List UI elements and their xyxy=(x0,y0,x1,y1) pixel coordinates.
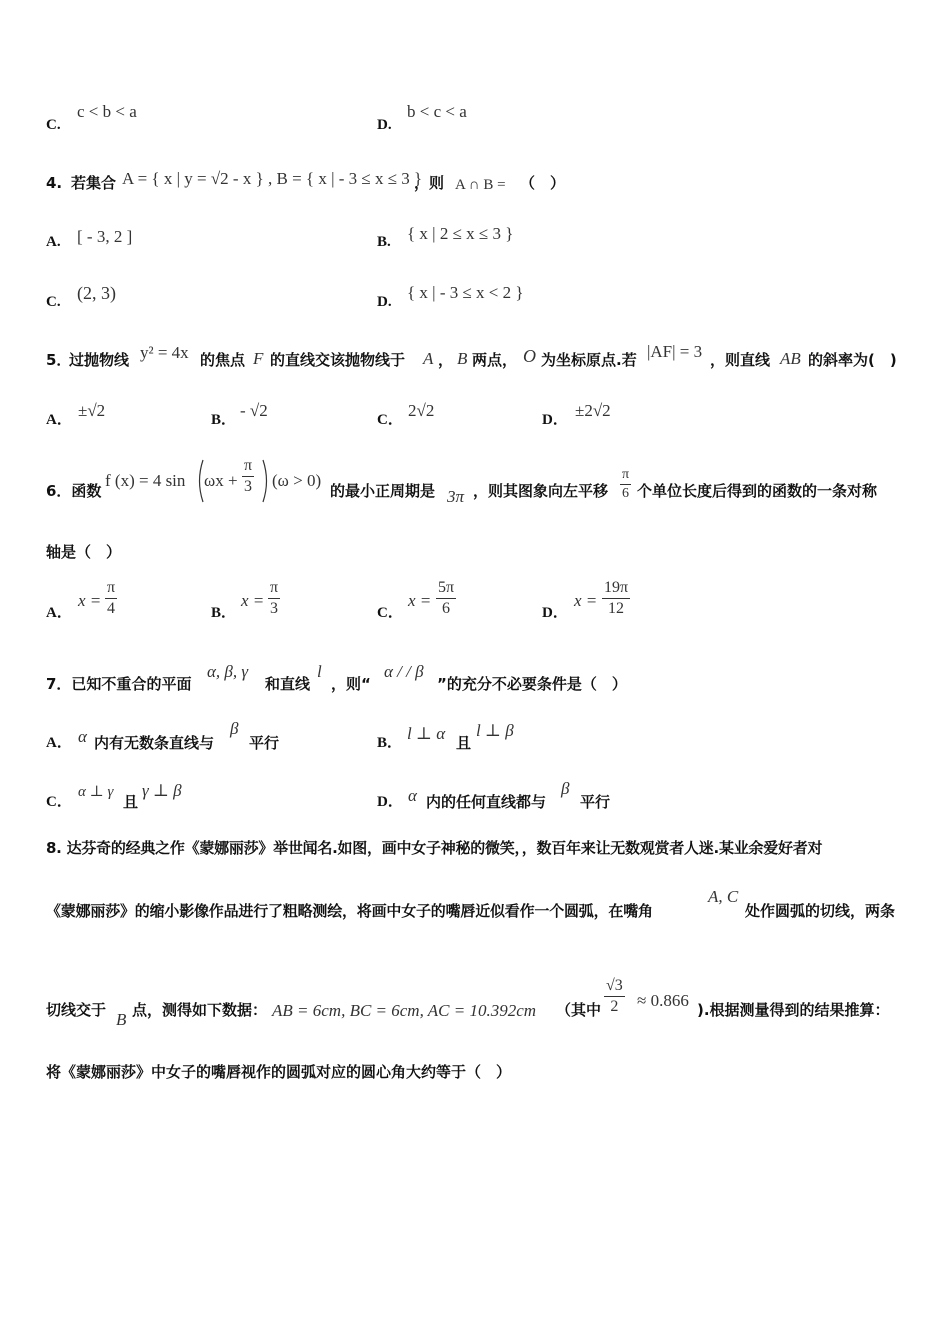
q8-line-4: 将《蒙娜丽莎》中女子的嘴唇视作的圆弧对应的圆心角大约等于（ ） xyxy=(46,1063,512,1081)
q6-period: 3π xyxy=(447,487,465,506)
q7-option-d-alpha: α xyxy=(408,786,417,805)
q7-option-b-label: B． xyxy=(377,735,403,751)
q6-text-1: 的最小正周期是 xyxy=(330,482,436,500)
q6-option-b-label: B． xyxy=(211,605,237,621)
q6-option-c-x: x = xyxy=(408,591,432,610)
q5-text-4: ， xyxy=(438,351,454,369)
q7-option-b-math-1: l ⊥ α xyxy=(407,724,446,743)
q4-option-c-math: (2, 3) xyxy=(77,283,116,303)
q7-planes: α, β, γ xyxy=(207,662,249,681)
q4-option-a-label: A. xyxy=(46,234,61,250)
q8-point-b: B xyxy=(116,1010,127,1029)
q7-option-d-text-1: 内的任何直线都与 xyxy=(426,793,547,811)
q5-option-a-math: ±√2 xyxy=(78,401,106,420)
q4-option-b-label: B. xyxy=(377,234,391,250)
q4-paren: （ ） xyxy=(520,174,566,192)
q5-parabola: y² = 4x xyxy=(140,343,189,362)
q5-text-3: 的直线交该抛物线于 xyxy=(270,351,406,369)
q4-option-b-math: { x | 2 ≤ x ≤ 3 } xyxy=(407,224,514,243)
q7-option-b-and: 且 xyxy=(456,734,472,752)
q6-option-c-label: C． xyxy=(377,605,403,621)
q7-option-d-text-2: 平行 xyxy=(580,793,611,811)
q6-function: f (x) = 4 sin xyxy=(105,471,186,490)
q5-option-c-label: C． xyxy=(377,412,403,428)
q6-condition: (ω > 0) xyxy=(272,471,322,490)
q4-option-c-label: C. xyxy=(46,294,61,310)
q4-option-d-label: D. xyxy=(377,294,392,310)
q3-option-c-math: c < b < a xyxy=(77,102,137,121)
q5-point-a: A xyxy=(423,349,434,368)
q6-three: 3 xyxy=(244,478,253,495)
q8-sqrt3: √3 xyxy=(604,978,625,997)
q6-line-2: 轴是（ ） xyxy=(46,543,122,561)
q5-option-c-math: 2√2 xyxy=(408,401,435,420)
q6-shift-fraction xyxy=(620,468,631,501)
q5-option-d-math: ±2√2 xyxy=(575,401,611,420)
q7-option-b-math-2: l ⊥ β xyxy=(476,721,514,740)
q6-option-d-den: 12 xyxy=(608,600,625,617)
q6-pi-over-3 xyxy=(242,458,254,495)
q4-option-a-math: [ - 3, 2 ] xyxy=(77,227,133,246)
q6-option-b-x: x = xyxy=(241,591,265,610)
q6-option-c-den: 6 xyxy=(442,600,451,617)
q6-option-b-fraction xyxy=(268,580,280,617)
q8-points-ac: A, C xyxy=(708,887,739,906)
q6-option-b-num: π xyxy=(268,580,280,599)
q7-option-c-math-2: γ ⊥ β xyxy=(142,781,182,800)
q7-option-c-math-1: α ⊥ γ xyxy=(78,784,114,800)
q7-option-c-and: 且 xyxy=(123,793,139,811)
q5-point-b: B xyxy=(457,349,468,368)
q3-option-d-math: b < c < a xyxy=(407,102,467,121)
q4-set-b: , B = { x | - 3 ≤ x ≤ 3 } xyxy=(268,169,423,188)
q8-line-2a: 《蒙娜丽莎》的缩小影像作品进行了粗略测绘，将画中女子的嘴唇近似看作一个圆弧，在嘴角 xyxy=(46,902,653,920)
q7-option-a-beta: β xyxy=(230,719,239,738)
q4-number: 4. xyxy=(46,174,63,192)
q6-option-a-label: A． xyxy=(46,605,72,621)
q6-option-d-fraction xyxy=(602,580,630,617)
q5-option-a-label: A． xyxy=(46,412,72,428)
q5-text-5: 两点， xyxy=(472,351,518,369)
q7-text-3: ”的充分不必要条件是（ ） xyxy=(437,675,627,693)
q8-line-2b: 处作圆弧的切线，两条 xyxy=(745,902,896,920)
q6-shift-num: π xyxy=(620,468,631,485)
q8-two: 2 xyxy=(610,998,619,1015)
q5-af-condition: |AF| = 3 xyxy=(647,342,703,361)
q5-focus-f: F xyxy=(253,349,264,368)
q5-text-7: ，则直线 xyxy=(710,351,771,369)
q7-option-c-label: C． xyxy=(46,794,72,810)
q5-text-2: 的焦点 xyxy=(200,351,246,369)
q8-line-3d: ).根据测量得到的结果推算： xyxy=(697,1001,890,1019)
q8-approx: ≈ 0.866 xyxy=(637,991,689,1010)
q4-expression: A ∩ B = xyxy=(455,177,506,193)
q6-option-d-label: D． xyxy=(542,605,568,621)
q7-option-a-text-2: 平行 xyxy=(249,734,280,752)
q7-parallel: α / / β xyxy=(384,662,424,681)
q6-option-a-x: x = xyxy=(78,591,102,610)
q6-right-paren xyxy=(260,458,272,504)
q5-option-d-label: D． xyxy=(542,412,568,428)
q5-option-b-math: - √2 xyxy=(240,401,268,420)
q4-option-d-math: { x | - 3 ≤ x < 2 } xyxy=(407,283,524,302)
q7-option-a-text-1: 内有无数条直线与 xyxy=(94,734,215,752)
q6-argument: ωx + xyxy=(204,471,238,490)
q6-option-c-num: 5π xyxy=(436,580,456,599)
q8-sqrt3-over-2 xyxy=(604,978,625,1015)
q5-line-ab: AB xyxy=(780,349,801,368)
q7-option-a-label: A． xyxy=(46,735,72,751)
q5-option-b-label: B． xyxy=(211,412,237,428)
q7-text-2: ，则“ xyxy=(331,675,371,693)
q6-option-d-num: 19π xyxy=(602,580,630,599)
q7-option-d-beta: β xyxy=(561,779,570,798)
q4-stem-a: 若集合 xyxy=(71,174,117,192)
q6-option-c-fraction xyxy=(436,580,456,617)
q5-text-8: 的斜率为( ) xyxy=(808,351,897,369)
q3-option-d-label: D. xyxy=(377,117,392,133)
q8-line-1: 8. 达芬奇的经典之作《蒙娜丽莎》举世闻名.如图，画中女子神秘的微笑，，数百年来让无数观赏者人迷.某业余爱好者对 xyxy=(46,839,823,857)
q7-line-l: l xyxy=(317,662,322,681)
q4-set-a: A = { x | y = √2 - x } xyxy=(122,169,264,188)
q7-stem: 7．已知不重合的平面 xyxy=(46,675,192,693)
q5-text-1: 过抛物线 xyxy=(69,351,130,369)
q6-text-2: ，则其图象向左平移 xyxy=(473,482,609,500)
q8-line-3c: （其中 xyxy=(556,1001,602,1019)
q5-origin-o: O xyxy=(523,346,536,366)
q6-option-a-den: 4 xyxy=(107,600,116,617)
q8-line-3a: 切线交于 xyxy=(46,1001,107,1019)
q6-number: 6．函数 xyxy=(46,482,102,500)
q7-option-d-label: D． xyxy=(377,794,403,810)
q6-text-3: 个单位长度后得到的函数的一条对称 xyxy=(637,482,878,500)
q8-line-3b: 点，测得如下数据： xyxy=(132,1001,268,1019)
q5-text-6: 为坐标原点.若 xyxy=(541,351,637,369)
q6-option-d-x: x = xyxy=(574,591,598,610)
q8-measurements: AB = 6cm, BC = 6cm, AC = 10.392cm xyxy=(272,1001,537,1020)
q7-option-a-alpha: α xyxy=(78,727,87,746)
q4-stem-b: ，则 xyxy=(414,174,445,192)
q3-option-c-label: C. xyxy=(46,117,61,133)
q6-shift-den: 6 xyxy=(622,486,630,501)
q6-option-b-den: 3 xyxy=(270,600,279,617)
q6-option-a-fraction xyxy=(105,580,117,617)
q6-pi: π xyxy=(242,458,254,477)
q5-number: 5． xyxy=(46,351,72,369)
q7-text-1: 和直线 xyxy=(265,675,311,693)
q6-option-a-num: π xyxy=(105,580,117,599)
